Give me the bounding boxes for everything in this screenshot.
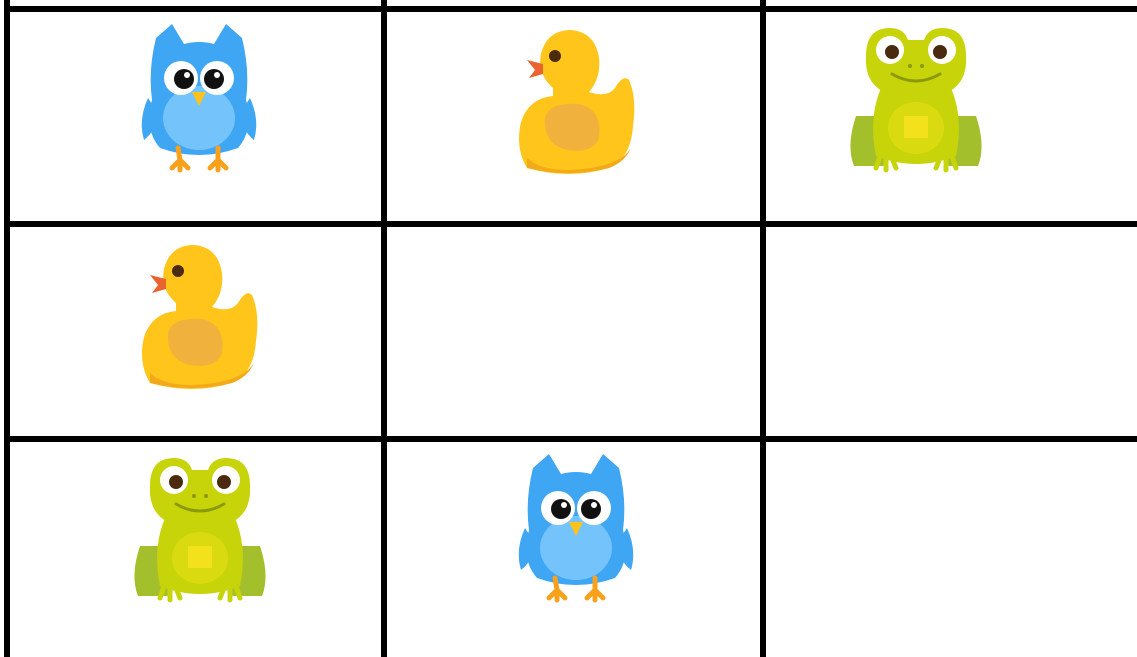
- board-cell[interactable]: [10, 12, 381, 221]
- duck-icon: [499, 18, 639, 178]
- board-cell[interactable]: [10, 227, 381, 436]
- board-cell[interactable]: [766, 12, 1137, 221]
- board-cell[interactable]: [387, 442, 760, 657]
- empty-cell[interactable]: [387, 227, 760, 436]
- empty-cell[interactable]: [766, 442, 1137, 657]
- frog-icon: [846, 16, 986, 176]
- owl-icon: [134, 20, 264, 180]
- owl-piece: [10, 12, 381, 221]
- frog-piece: [766, 12, 1137, 221]
- duck-piece: [10, 227, 381, 436]
- empty-cell[interactable]: [766, 227, 1137, 436]
- owl-icon: [511, 450, 641, 610]
- owl-piece: [387, 442, 760, 657]
- board-cell[interactable]: [387, 12, 760, 221]
- board-cell[interactable]: [10, 442, 381, 657]
- duck-icon: [122, 233, 262, 393]
- frog-piece: [10, 442, 381, 657]
- duck-piece: [387, 12, 760, 221]
- frog-icon: [130, 446, 270, 606]
